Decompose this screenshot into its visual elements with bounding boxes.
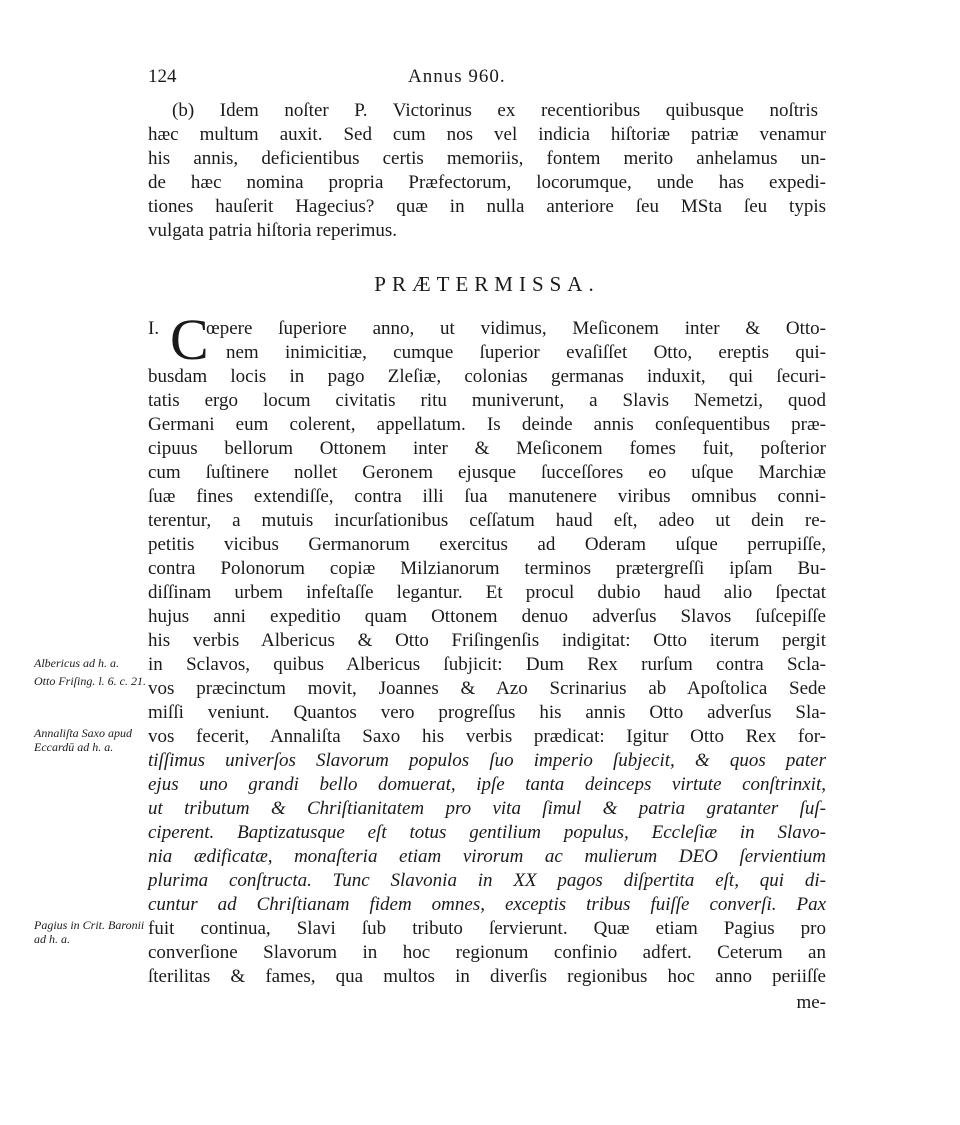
text-line: vos fecerit, Annaliſta Saxo his verbis prædicat: Igitur Otto Rex for- <box>148 726 826 747</box>
text-line: Germani eum colerent, appellatum. Is deinde annis conſequentibus præ- <box>148 414 826 435</box>
text-line: œpere ſuperiore anno, ut vidimus, Meſiconem inter & Otto- <box>206 318 826 339</box>
text-line: tiſſimus univerſos Slavorum populos ſuo imperio ſubjecit, & quos pater <box>148 750 826 771</box>
running-head: Annus 960. <box>408 66 506 87</box>
margin-note: Albericus ad h. a. <box>34 656 119 670</box>
text-line: ciperent. Baptizatusque eſt totus gentilium populus, Eccleſiæ in Slavo- <box>148 822 826 843</box>
text-line: vos præcinctum movit, Joannes & Azo Scrinarius ab Apoſtolica Sede <box>148 678 826 699</box>
text-line: diſſinam urbem infeſtaſſe legantur. Et procul dubio haud alio ſpectat <box>148 582 826 603</box>
text-line: contra Polonorum copiæ Milzianorum terminos prætergreſſi ipſam Bu- <box>148 558 826 579</box>
margin-note: Otto Friſing. l. 6. c. 21. <box>34 674 146 688</box>
text-line: busdam locis in pago Zleſiæ, colonias germanas induxit, qui ſecuri- <box>148 366 826 387</box>
text-line: ut tributum & Chriſtianitatem pro vita ſimul & patria gratanter ſuſ- <box>148 798 826 819</box>
footnote-line: hæc multum auxit. Sed cum nos vel indicia hiſtoriæ patriæ venamur <box>148 124 826 145</box>
text-line: ejus uno grandi bello domuerat, ipſe tanta deinceps virtute conſtrinxit, <box>148 774 826 795</box>
text-line: fuit continua, Slavi ſub tributo ſervierunt. Quæ etiam Pagius pro <box>148 918 826 939</box>
margin-note: Annaliſta Saxo apud Eccardū ad h. a. <box>34 726 132 754</box>
text-line: ſterilitas & fames, qua multos in diverſis regionibus hoc anno periiſſe <box>148 966 826 987</box>
paragraph-number: I. <box>148 318 160 339</box>
text-line: ſuæ fines extendiſſe, contra illi ſua manutenere viribus omnibus conni- <box>148 486 826 507</box>
text-line: his verbis Albericus & Otto Friſingenſis indigitat: Otto iterum pergit <box>148 630 826 651</box>
text-line: tatis ergo locum civitatis ritu muniverunt, a Slavis Nemetzi, quod <box>148 390 826 411</box>
text-line: petitis vicibus Germanorum exercitus ad Oderam uſque perrupiſſe, <box>148 534 826 555</box>
margin-note: Pagius in Crit. Baronii ad h. a. <box>34 918 145 946</box>
text-line: terentur, a mutuis incurſationibus ceſſatum haud eſt, adeo ut dein re- <box>148 510 826 531</box>
footnote-line: tiones hauſerit Hagecius? quæ in nulla anteriore ſeu MSta ſeu typis <box>148 196 826 217</box>
page-number: 124 <box>148 66 177 87</box>
section-heading: PRÆTERMISSA. <box>374 272 600 296</box>
footnote-line: (b) Idem noſter P. Victorinus ex recentioribus quibusque noſtris <box>172 100 818 121</box>
text-line: converſione Slavorum in hoc regionum confinio adfert. Ceterum an <box>148 942 826 963</box>
text-line: cuntur ad Chriſtianam fidem omnes, exceptis tribus fuiſſe converſi. Pax <box>148 894 826 915</box>
text-line: in Sclavos, quibus Albericus ſubjicit: Dum Rex rurſum contra Scla- <box>148 654 826 675</box>
drop-cap: C <box>170 307 209 372</box>
footnote-line: his annis, deficientibus certis memoriis, fontem merito anhelamus un- <box>148 148 826 169</box>
text-line: hujus anni expeditio quam Ottonem denuo adverſus Slavos ſuſcepiſſe <box>148 606 826 627</box>
catchword: me- <box>796 992 826 1013</box>
footnote-line: de hæc nomina propria Præfectorum, locorumque, unde has expedi- <box>148 172 826 193</box>
text-line: nem inimicitiæ, cumque ſuperior evaſiſſet Otto, ereptis qui- <box>226 342 826 363</box>
text-line: cipuus bellorum Ottonem inter & Meſiconem fomes fuit, poſterior <box>148 438 826 459</box>
text-line: nia ædificatæ, monaſteria etiam virorum ac mulierum DEO ſervientium <box>148 846 826 867</box>
text-line: cum ſuſtinere nollet Geronem ejusque ſucceſſores eo uſque Marchiæ <box>148 462 826 483</box>
footnote-line: vulgata patria hiſtoria reperimus. <box>148 220 398 241</box>
text-line: miſſi veniunt. Quantos vero progreſſus his annis Otto adverſus Sla- <box>148 702 826 723</box>
text-line: plurima conſtructa. Tunc Slavonia in XX pagos diſpertita eſt, qui di- <box>148 870 826 891</box>
